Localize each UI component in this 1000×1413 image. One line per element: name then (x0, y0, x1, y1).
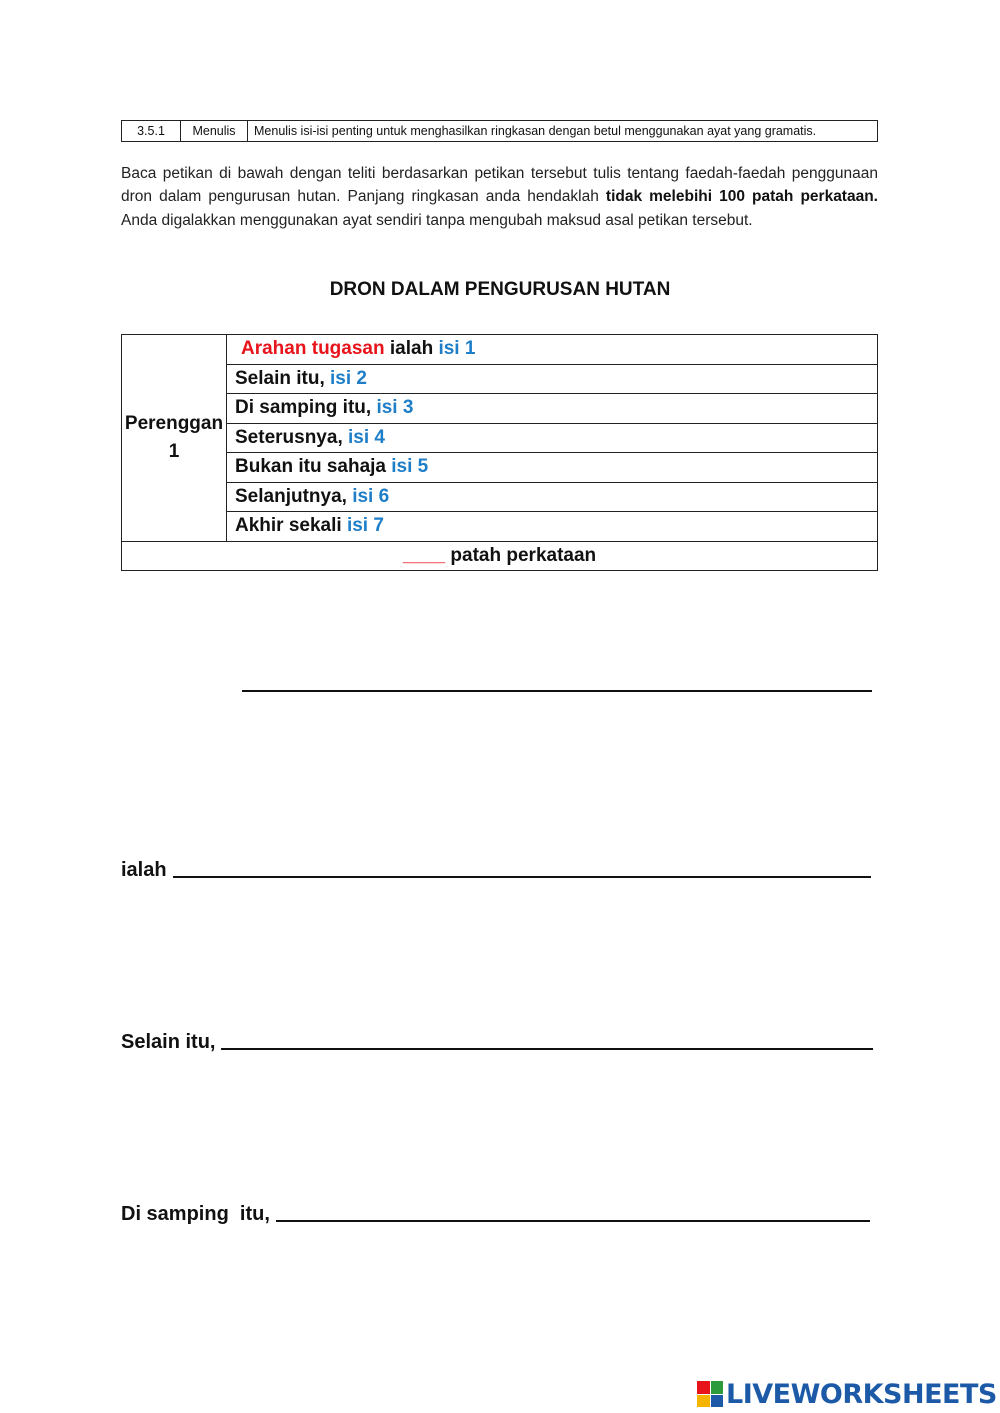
outline-row (122, 335, 878, 365)
answer-blank-4[interactable] (276, 1220, 870, 1222)
logo-mark-icon (697, 1381, 723, 1407)
paragraph-number: 1 (168, 440, 180, 462)
outline-isi: isi 7 (346, 515, 384, 537)
outline-row (122, 423, 878, 453)
word-count-blank[interactable]: ____ (402, 544, 446, 566)
standard-skill: Menulis (181, 121, 248, 142)
outline-table (121, 334, 878, 571)
standard-table (121, 120, 878, 142)
answer-blank-1[interactable] (242, 690, 872, 692)
outline-point (227, 512, 878, 542)
outline-mid: ialah (384, 338, 439, 360)
liveworksheets-logo (697, 1378, 997, 1410)
outline-total-row (122, 541, 878, 571)
outline-lead: Seterusnya, (235, 426, 348, 448)
word-count-cell (122, 541, 878, 571)
outline-isi: isi 6 (352, 485, 390, 507)
outline-lead: Selanjutnya, (235, 485, 353, 507)
outline-row (122, 394, 878, 424)
standard-description: Menulis isi-isi penting untuk menghasilkan ringkasan dengan betul menggunakan ayat yang gramatis. (248, 121, 878, 142)
outline-point (227, 482, 878, 512)
page-title: DRON DALAM PENGURUSAN HUTAN (329, 279, 671, 300)
standard-code: 3.5.1 (122, 121, 181, 142)
answer-blank-2[interactable] (173, 876, 871, 878)
outline-lead: Arahan tugasan (241, 338, 385, 360)
paragraph-label: Perenggan (124, 412, 224, 434)
outline-row (122, 512, 878, 542)
answer-prefix: ialah (121, 859, 167, 881)
instructions-paragraph (121, 162, 878, 232)
outline-lead: Selain itu, (235, 367, 331, 389)
outline-row (122, 453, 878, 483)
outline-isi: isi 2 (330, 367, 368, 389)
outline-isi: isi 4 (348, 426, 385, 448)
outline-row (122, 482, 878, 512)
instructions-bold: tidak melebihi 100 patah perkataan. (605, 188, 878, 206)
word-count-label: patah perkataan (445, 544, 597, 566)
outline-isi: isi 1 (438, 338, 476, 360)
outline-point (227, 394, 878, 424)
paragraph-cell (122, 335, 227, 542)
answer-line-4 (121, 1203, 870, 1226)
answer-line-1 (242, 690, 872, 696)
outline-point (227, 335, 878, 365)
outline-lead: Akhir sekali (235, 515, 347, 537)
outline-isi: isi 5 (391, 456, 429, 478)
outline-row (122, 364, 878, 394)
logo-text: LIVEWORKSHEETS (726, 1378, 997, 1410)
answer-line-3 (121, 1031, 873, 1054)
outline-point (227, 423, 878, 453)
answer-blank-3[interactable] (221, 1048, 873, 1050)
outline-lead: Bukan itu sahaja (235, 456, 392, 478)
instructions-part1: Baca petikan di bawah dengan teliti berdasarkan petikan tersebut tulis tentang faedah-faedah penggunaan dron dalam pengurusan hutan. Panjang ringkasan anda hendaklah (121, 165, 878, 206)
outline-isi: isi 3 (376, 397, 414, 419)
standard-row (122, 121, 878, 142)
answer-prefix: Di samping itu, (121, 1203, 270, 1225)
answer-line-2 (121, 859, 871, 882)
answer-prefix: Selain itu, (121, 1031, 216, 1053)
outline-point (227, 453, 878, 483)
instructions-part2: Anda digalakkan menggunakan ayat sendiri tanpa mengubah maksud asal petikan tersebut. (121, 211, 753, 229)
outline-lead: Di samping itu, (235, 397, 377, 419)
outline-point (227, 364, 878, 394)
